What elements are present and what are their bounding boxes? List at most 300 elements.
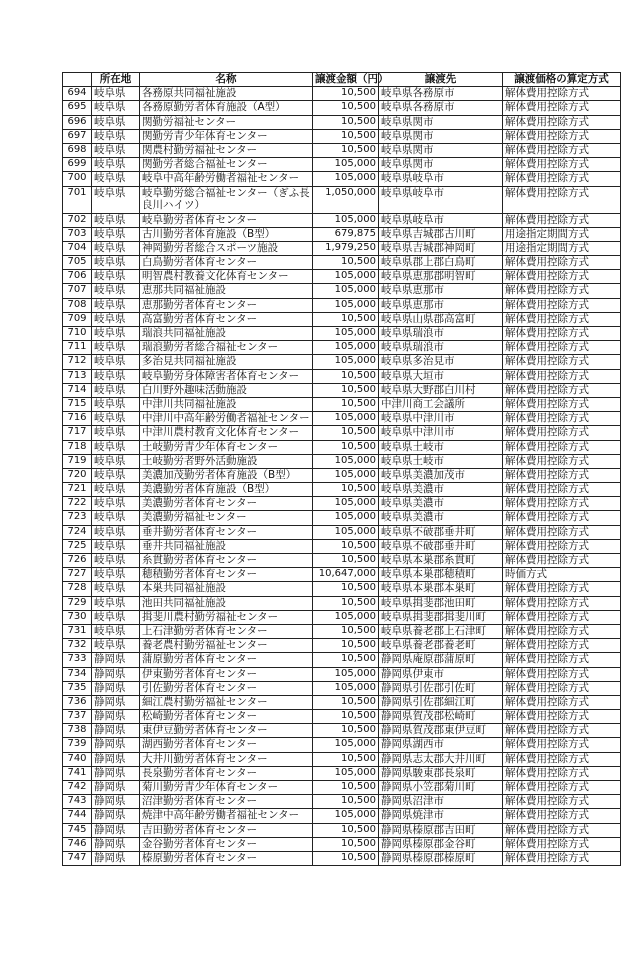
- table-row: [63, 851, 621, 865]
- table-row: [63, 383, 621, 397]
- transferee-cell: 岐阜県中津川市: [379, 426, 503, 440]
- transferee-cell: 岐阜県美濃市: [379, 483, 503, 497]
- method-cell: 解体費用控除方式: [503, 795, 621, 809]
- location-cell: 岐阜県: [92, 525, 140, 539]
- row-number: 716: [63, 412, 92, 426]
- col-header-no: [63, 73, 92, 87]
- method-cell: 解体費用控除方式: [503, 412, 621, 426]
- row-number: 715: [63, 397, 92, 411]
- transferee-cell: 岐阜県郡上郡白鳥町: [379, 256, 503, 270]
- method-cell: 解体費用控除方式: [503, 101, 621, 115]
- location-cell: 岐阜県: [92, 284, 140, 298]
- location-cell: 静岡県: [92, 738, 140, 752]
- facility-name-cell: 中津川農村教育文化体育センター: [140, 426, 313, 440]
- facility-name-cell: 各務原共同福祉施設: [140, 87, 313, 101]
- location-cell: 岐阜県: [92, 568, 140, 582]
- facility-name-cell: 多治見共同福祉施設: [140, 355, 313, 369]
- location-cell: 岐阜県: [92, 355, 140, 369]
- method-cell: 解体費用控除方式: [503, 497, 621, 511]
- location-cell: 岐阜県: [92, 624, 140, 638]
- row-number: 702: [63, 213, 92, 227]
- transferee-cell: 静岡県志太郡大井川町: [379, 752, 503, 766]
- table-row: [63, 143, 621, 157]
- method-cell: 解体費用控除方式: [503, 355, 621, 369]
- table-row: [63, 610, 621, 624]
- facility-name-cell: 沼津勤労者体育センター: [140, 795, 313, 809]
- row-number: 728: [63, 582, 92, 596]
- amount-cell: 105,000: [313, 681, 379, 695]
- facility-name-cell: 伊東勤労者体育センター: [140, 667, 313, 681]
- transferee-cell: 岐阜県本巣郡糸貫町: [379, 554, 503, 568]
- row-number: 720: [63, 468, 92, 482]
- transferee-cell: 岐阜県本巣郡本巣町: [379, 582, 503, 596]
- transferee-cell: 岐阜県揖斐郡池田町: [379, 596, 503, 610]
- facility-name-cell: 松崎勤労者体育センター: [140, 710, 313, 724]
- transferee-cell: 岐阜県関市: [379, 158, 503, 172]
- table-row: [63, 158, 621, 172]
- facility-name-cell: 岐阜勤労身体障害者体育センター: [140, 369, 313, 383]
- transferee-cell: 岐阜県不破郡垂井町: [379, 539, 503, 553]
- location-cell: 岐阜県: [92, 440, 140, 454]
- row-number: 718: [63, 440, 92, 454]
- facility-name-cell: 長泉勤労者体育センター: [140, 766, 313, 780]
- table-row: [63, 752, 621, 766]
- row-number: 713: [63, 369, 92, 383]
- location-cell: 岐阜県: [92, 172, 140, 186]
- location-cell: 岐阜県: [92, 426, 140, 440]
- location-cell: 岐阜県: [92, 383, 140, 397]
- transferee-cell: 岐阜県岐阜市: [379, 172, 503, 186]
- method-cell: 解体費用控除方式: [503, 809, 621, 823]
- method-cell: 解体費用控除方式: [503, 256, 621, 270]
- transferee-cell: 岐阜県岐阜市: [379, 186, 503, 213]
- table-row: [63, 781, 621, 795]
- method-cell: 解体費用控除方式: [503, 213, 621, 227]
- amount-cell: 10,500: [313, 653, 379, 667]
- table-row: [63, 87, 621, 101]
- row-number: 743: [63, 795, 92, 809]
- facility-name-cell: 引佐勤労者体育センター: [140, 681, 313, 695]
- facility-name-cell: 東伊豆勤労者体育センター: [140, 724, 313, 738]
- facility-name-cell: 垂井勤労者体育センター: [140, 525, 313, 539]
- transferee-cell: 岐阜県美濃市: [379, 497, 503, 511]
- row-number: 745: [63, 823, 92, 837]
- facility-name-cell: 中津川中高年齢労働者福祉センター: [140, 412, 313, 426]
- col-header-location: 所在地: [92, 73, 140, 87]
- transferee-cell: 静岡県榛原郡金谷町: [379, 837, 503, 851]
- amount-cell: 105,000: [313, 341, 379, 355]
- facility-name-cell: 関勤労青少年体育センター: [140, 129, 313, 143]
- amount-cell: 10,500: [313, 695, 379, 709]
- transferee-cell: 静岡県榛原郡榛原町: [379, 851, 503, 865]
- location-cell: 岐阜県: [92, 227, 140, 241]
- transferee-cell: 静岡県賀茂郡東伊豆町: [379, 724, 503, 738]
- transferee-cell: 静岡県湖西市: [379, 738, 503, 752]
- col-header-transferee: 譲渡先: [379, 73, 503, 87]
- location-cell: 静岡県: [92, 823, 140, 837]
- amount-cell: 10,500: [313, 639, 379, 653]
- location-cell: 静岡県: [92, 681, 140, 695]
- amount-cell: 10,500: [313, 101, 379, 115]
- table-row: [63, 639, 621, 653]
- method-cell: 解体費用控除方式: [503, 554, 621, 568]
- amount-cell: 10,500: [313, 837, 379, 851]
- transferee-cell: 岐阜県養老郡上石津町: [379, 624, 503, 638]
- method-cell: 解体費用控除方式: [503, 653, 621, 667]
- transferee-cell: 岐阜県吉城郡神岡町: [379, 241, 503, 255]
- row-number: 703: [63, 227, 92, 241]
- location-cell: 岐阜県: [92, 270, 140, 284]
- method-cell: 解体費用控除方式: [503, 724, 621, 738]
- table-row: [63, 554, 621, 568]
- transferee-cell: 岐阜県恵那市: [379, 284, 503, 298]
- location-cell: 岐阜県: [92, 298, 140, 312]
- row-number: 708: [63, 298, 92, 312]
- method-cell: 時価方式: [503, 568, 621, 582]
- transferee-cell: 静岡県駿東郡長泉町: [379, 766, 503, 780]
- table-row: [63, 695, 621, 709]
- facility-name-cell: 関農村勤労福祉センター: [140, 143, 313, 157]
- transferee-cell: 静岡県沼津市: [379, 795, 503, 809]
- amount-cell: 10,500: [313, 724, 379, 738]
- row-number: 707: [63, 284, 92, 298]
- method-cell: 解体費用控除方式: [503, 752, 621, 766]
- row-number: 744: [63, 809, 92, 823]
- row-number: 736: [63, 695, 92, 709]
- table-row: [63, 795, 621, 809]
- table-row: [63, 497, 621, 511]
- amount-cell: 10,500: [313, 823, 379, 837]
- row-number: 730: [63, 610, 92, 624]
- table-row: [63, 710, 621, 724]
- transferee-cell: 岐阜県各務原市: [379, 101, 503, 115]
- facility-name-cell: 美濃勤労者体育センター: [140, 497, 313, 511]
- table-row: [63, 213, 621, 227]
- col-header-name: 名称: [140, 73, 313, 87]
- location-cell: 岐阜県: [92, 213, 140, 227]
- table-row: [63, 766, 621, 780]
- transferee-cell: 静岡県小笠郡菊川町: [379, 781, 503, 795]
- amount-cell: 10,500: [313, 143, 379, 157]
- amount-cell: 105,000: [313, 355, 379, 369]
- row-number: 734: [63, 667, 92, 681]
- facility-name-cell: 恵那勤労者体育センター: [140, 298, 313, 312]
- row-number: 694: [63, 87, 92, 101]
- method-cell: 解体費用控除方式: [503, 312, 621, 326]
- transferee-cell: 岐阜県不破郡垂井町: [379, 525, 503, 539]
- row-number: 738: [63, 724, 92, 738]
- location-cell: 静岡県: [92, 809, 140, 823]
- amount-cell: 10,500: [313, 256, 379, 270]
- table-row: [63, 483, 621, 497]
- header-row: [63, 73, 621, 87]
- location-cell: 岐阜県: [92, 610, 140, 624]
- table-row: [63, 355, 621, 369]
- method-cell: 解体費用控除方式: [503, 298, 621, 312]
- facility-name-cell: 蒲原勤労者体育センター: [140, 653, 313, 667]
- transferee-cell: 岐阜県各務原市: [379, 87, 503, 101]
- amount-cell: 105,000: [313, 766, 379, 780]
- location-cell: 静岡県: [92, 724, 140, 738]
- row-number: 740: [63, 752, 92, 766]
- method-cell: 解体費用控除方式: [503, 738, 621, 752]
- method-cell: 解体費用控除方式: [503, 483, 621, 497]
- row-number: 724: [63, 525, 92, 539]
- table-row: [63, 426, 621, 440]
- transferee-cell: 岐阜県吉城郡古川町: [379, 227, 503, 241]
- facility-name-cell: 糸貫勤労者体育センター: [140, 554, 313, 568]
- amount-cell: 10,500: [313, 781, 379, 795]
- table-row: [63, 454, 621, 468]
- row-number: 719: [63, 454, 92, 468]
- facility-name-cell: 岐阜中高年齢労働者福祉センター: [140, 172, 313, 186]
- location-cell: 静岡県: [92, 710, 140, 724]
- amount-cell: 105,000: [313, 158, 379, 172]
- table-row: [63, 681, 621, 695]
- amount-cell: 105,000: [313, 412, 379, 426]
- method-cell: 解体費用控除方式: [503, 511, 621, 525]
- row-number: 711: [63, 341, 92, 355]
- location-cell: 岐阜県: [92, 397, 140, 411]
- method-cell: 解体費用控除方式: [503, 710, 621, 724]
- location-cell: 静岡県: [92, 653, 140, 667]
- method-cell: 解体費用控除方式: [503, 369, 621, 383]
- method-cell: 解体費用控除方式: [503, 440, 621, 454]
- amount-cell: 105,000: [313, 525, 379, 539]
- amount-cell: 105,000: [313, 270, 379, 284]
- table-row: [63, 724, 621, 738]
- facility-name-cell: 榛原勤労者体育センター: [140, 851, 313, 865]
- row-number: 733: [63, 653, 92, 667]
- row-number: 698: [63, 143, 92, 157]
- method-cell: 解体費用控除方式: [503, 781, 621, 795]
- method-cell: 解体費用控除方式: [503, 143, 621, 157]
- facility-name-cell: 上石津勤労者体育センター: [140, 624, 313, 638]
- method-cell: 解体費用控除方式: [503, 667, 621, 681]
- transferee-cell: 静岡県伊東市: [379, 667, 503, 681]
- location-cell: 岐阜県: [92, 511, 140, 525]
- location-cell: 岐阜県: [92, 186, 140, 213]
- location-cell: 岐阜県: [92, 468, 140, 482]
- facility-name-cell: 明智農村教養文化体育センター: [140, 270, 313, 284]
- table-row: [63, 186, 621, 213]
- row-number: 700: [63, 172, 92, 186]
- facility-name-cell: 岐阜勤労者体育センター: [140, 213, 313, 227]
- method-cell: 解体費用控除方式: [503, 284, 621, 298]
- amount-cell: 10,500: [313, 624, 379, 638]
- location-cell: 静岡県: [92, 851, 140, 865]
- table-row: [63, 270, 621, 284]
- facility-name-cell: 本巣共同福祉施設: [140, 582, 313, 596]
- facility-name-cell: 各務原勤労者体育施設（A型）: [140, 101, 313, 115]
- row-number: 704: [63, 241, 92, 255]
- method-cell: 解体費用控除方式: [503, 383, 621, 397]
- transferee-cell: 岐阜県恵那郡明智町: [379, 270, 503, 284]
- method-cell: 解体費用控除方式: [503, 539, 621, 553]
- method-cell: 解体費用控除方式: [503, 186, 621, 213]
- transferee-cell: 岐阜県山県郡高富町: [379, 312, 503, 326]
- amount-cell: 105,000: [313, 497, 379, 511]
- facility-name-cell: 細江農村勤労福祉センター: [140, 695, 313, 709]
- amount-cell: 105,000: [313, 284, 379, 298]
- table-row: [63, 837, 621, 851]
- amount-cell: 10,500: [313, 710, 379, 724]
- facility-name-cell: 養老農村勤労福祉センター: [140, 639, 313, 653]
- table-row: [63, 298, 621, 312]
- row-number: 722: [63, 497, 92, 511]
- amount-cell: 10,500: [313, 851, 379, 865]
- row-number: 742: [63, 781, 92, 795]
- row-number: 709: [63, 312, 92, 326]
- amount-cell: 10,500: [313, 795, 379, 809]
- method-cell: 解体費用控除方式: [503, 172, 621, 186]
- amount-cell: 105,000: [313, 667, 379, 681]
- transferee-cell: 岐阜県美濃加茂市: [379, 468, 503, 482]
- table-row: [63, 468, 621, 482]
- transferee-cell: 静岡県庵原郡蒲原町: [379, 653, 503, 667]
- transferee-cell: 岐阜県岐阜市: [379, 213, 503, 227]
- facility-name-cell: 瑞浪共同福祉施設: [140, 327, 313, 341]
- amount-cell: 10,500: [313, 554, 379, 568]
- row-number: 697: [63, 129, 92, 143]
- table-row: [63, 241, 621, 255]
- location-cell: 静岡県: [92, 766, 140, 780]
- method-cell: 解体費用控除方式: [503, 270, 621, 284]
- row-number: 723: [63, 511, 92, 525]
- transferee-cell: 岐阜県土岐市: [379, 454, 503, 468]
- location-cell: 岐阜県: [92, 539, 140, 553]
- amount-cell: 10,500: [313, 596, 379, 610]
- facility-name-cell: 焼津中高年齢労働者福祉センター: [140, 809, 313, 823]
- location-cell: 岐阜県: [92, 341, 140, 355]
- facility-name-cell: 高富勤労者体育センター: [140, 312, 313, 326]
- facility-name-cell: 池田共同福祉施設: [140, 596, 313, 610]
- amount-cell: 105,000: [313, 468, 379, 482]
- facility-name-cell: 岐阜勤労総合福祉センター（ぎふ長良川ハイツ）: [140, 186, 313, 213]
- facility-name-cell: 瑞浪勤労者総合福祉センター: [140, 341, 313, 355]
- table-row: [63, 369, 621, 383]
- table-row: [63, 525, 621, 539]
- method-cell: 解体費用控除方式: [503, 87, 621, 101]
- transferee-cell: 岐阜県揖斐郡揖斐川町: [379, 610, 503, 624]
- row-number: 737: [63, 710, 92, 724]
- transferee-cell: 岐阜県本巣郡穂積町: [379, 568, 503, 582]
- facility-name-cell: 大井川勤労者体育センター: [140, 752, 313, 766]
- row-number: 727: [63, 568, 92, 582]
- facility-name-cell: 吉田勤労者体育センター: [140, 823, 313, 837]
- row-number: 735: [63, 681, 92, 695]
- facility-name-cell: 揖斐川農村勤労福祉センター: [140, 610, 313, 624]
- amount-cell: 10,500: [313, 115, 379, 129]
- method-cell: 解体費用控除方式: [503, 596, 621, 610]
- location-cell: 岐阜県: [92, 327, 140, 341]
- amount-cell: 105,000: [313, 511, 379, 525]
- location-cell: 静岡県: [92, 667, 140, 681]
- location-cell: 静岡県: [92, 695, 140, 709]
- table-row: [63, 172, 621, 186]
- amount-cell: 105,000: [313, 213, 379, 227]
- amount-cell: 10,500: [313, 87, 379, 101]
- row-number: 726: [63, 554, 92, 568]
- table-row: [63, 440, 621, 454]
- transferee-cell: 岐阜県多治見市: [379, 355, 503, 369]
- location-cell: 岐阜県: [92, 582, 140, 596]
- method-cell: 解体費用控除方式: [503, 454, 621, 468]
- facility-name-cell: 神岡勤労者総合スポーツ施設: [140, 241, 313, 255]
- row-number: 696: [63, 115, 92, 129]
- method-cell: 解体費用控除方式: [503, 681, 621, 695]
- col-header-method: 譲渡価格の算定方式: [503, 73, 621, 87]
- transferee-cell: 静岡県引佐郡引佐町: [379, 681, 503, 695]
- transferee-cell: 中津川商工会議所: [379, 397, 503, 411]
- row-number: 739: [63, 738, 92, 752]
- method-cell: 解体費用控除方式: [503, 624, 621, 638]
- table-row: [63, 327, 621, 341]
- amount-cell: 105,000: [313, 454, 379, 468]
- facility-name-cell: 白川野外趣味活動施設: [140, 383, 313, 397]
- location-cell: 岐阜県: [92, 639, 140, 653]
- table-row: [63, 115, 621, 129]
- location-cell: 岐阜県: [92, 143, 140, 157]
- method-cell: 解体費用控除方式: [503, 327, 621, 341]
- location-cell: 岐阜県: [92, 596, 140, 610]
- amount-cell: 105,000: [313, 172, 379, 186]
- transferee-cell: 静岡県賀茂郡松崎町: [379, 710, 503, 724]
- method-cell: 解体費用控除方式: [503, 525, 621, 539]
- table-row: [63, 582, 621, 596]
- table-row: [63, 809, 621, 823]
- row-number: 747: [63, 851, 92, 865]
- transferee-cell: 岐阜県土岐市: [379, 440, 503, 454]
- table-row: [63, 653, 621, 667]
- row-number: 706: [63, 270, 92, 284]
- amount-cell: 10,500: [313, 426, 379, 440]
- row-number: 721: [63, 483, 92, 497]
- facility-name-cell: 美濃勤労者体育施設（B型）: [140, 483, 313, 497]
- location-cell: 静岡県: [92, 837, 140, 851]
- row-number: 714: [63, 383, 92, 397]
- facility-name-cell: 美濃加茂勤労者体育施設（B型）: [140, 468, 313, 482]
- table-row: [63, 284, 621, 298]
- location-cell: 岐阜県: [92, 369, 140, 383]
- table-row: [63, 667, 621, 681]
- method-cell: 解体費用控除方式: [503, 582, 621, 596]
- facility-name-cell: 湖西勤労者体育センター: [140, 738, 313, 752]
- method-cell: 解体費用控除方式: [503, 610, 621, 624]
- facility-name-cell: 白鳥勤労者体育センター: [140, 256, 313, 270]
- facility-name-cell: 垂井共同福祉施設: [140, 539, 313, 553]
- table-row: [63, 624, 621, 638]
- location-cell: 岐阜県: [92, 454, 140, 468]
- location-cell: 静岡県: [92, 781, 140, 795]
- facility-name-cell: 金谷勤労者体育センター: [140, 837, 313, 851]
- amount-cell: 105,000: [313, 298, 379, 312]
- transferee-cell: 岐阜県恵那市: [379, 298, 503, 312]
- amount-cell: 10,500: [313, 483, 379, 497]
- table-row: [63, 511, 621, 525]
- table-row: [63, 312, 621, 326]
- facility-name-cell: 恵那共同福祉施設: [140, 284, 313, 298]
- amount-cell: 10,500: [313, 582, 379, 596]
- method-cell: 用途指定期間方式: [503, 227, 621, 241]
- amount-cell: 679,875: [313, 227, 379, 241]
- amount-cell: 10,500: [313, 129, 379, 143]
- transferee-cell: 岐阜県美濃市: [379, 511, 503, 525]
- row-number: 699: [63, 158, 92, 172]
- row-number: 725: [63, 539, 92, 553]
- method-cell: 解体費用控除方式: [503, 851, 621, 865]
- amount-cell: 1,979,250: [313, 241, 379, 255]
